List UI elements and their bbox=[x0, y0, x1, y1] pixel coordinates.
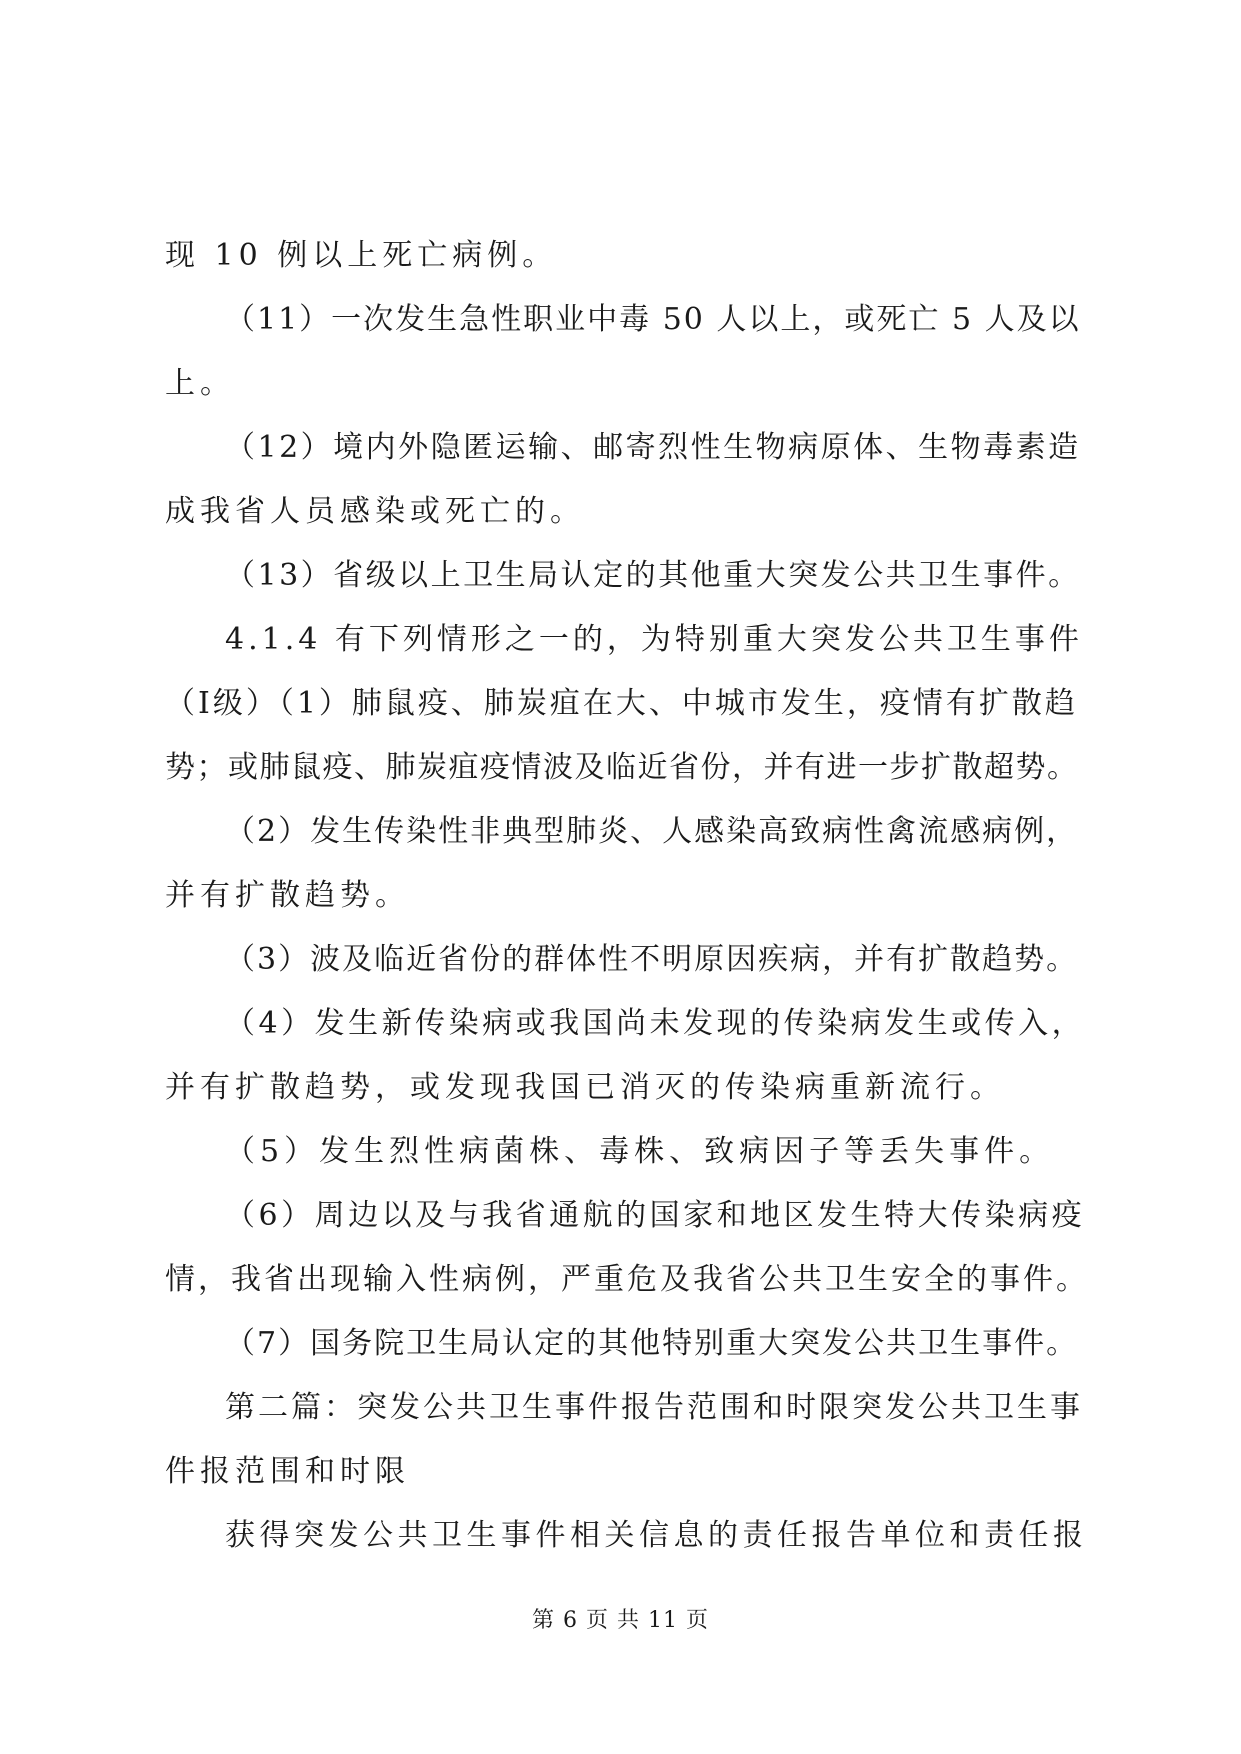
text-line: （11）一次发生急性职业中毒 50 人以上，或死亡 5 人及以 bbox=[225, 302, 1081, 337]
text-line: 情，我省出现输入性病例，严重危及我省公共卫生安全的事件。 bbox=[165, 1262, 1089, 1297]
text-line: （6）周边以及与我省通航的国家和地区发生特大传染病疫 bbox=[225, 1198, 1086, 1233]
text-line: （4）发生新传染病或我国尚未发现的传染病发生或传入， bbox=[225, 1006, 1086, 1041]
text-line: 并有扩散趋势。 bbox=[165, 878, 410, 913]
text-line: （2）发生传染性非典型肺炎、人感染高致病性禽流感病例， bbox=[225, 814, 1079, 849]
text-line: 成我省人员感染或死亡的。 bbox=[165, 494, 585, 529]
text-line: 现 10 例以上死亡病例。 bbox=[165, 238, 558, 273]
text-line: 件报范围和时限 bbox=[165, 1454, 410, 1489]
text-line: 第二篇：突发公共卫生事件报告范围和时限突发公共卫生事 bbox=[225, 1390, 1083, 1425]
text-line: 势；或肺鼠疫、肺炭疽疫情波及临近省份，并有进一步扩散超势。 bbox=[165, 750, 1079, 785]
text-line: （5）发生烈性病菌株、毒株、致病因子等丢失事件。 bbox=[225, 1134, 1055, 1169]
text-line: 4.1.4 有下列情形之一的，为特别重大突发公共卫生事件 bbox=[225, 622, 1083, 657]
text-line: （12）境内外隐匿运输、邮寄烈性生物病原体、生物毒素造 bbox=[225, 430, 1081, 465]
text-line: （13）省级以上卫生局认定的其他重大突发公共卫生事件。 bbox=[225, 558, 1081, 593]
text-line: 上。 bbox=[165, 366, 235, 401]
page-number-footer: 第 6 页 共 11 页 bbox=[532, 1608, 709, 1633]
text-line: （7）国务院卫生局认定的其他特别重大突发公共卫生事件。 bbox=[225, 1326, 1079, 1361]
text-line: 并有扩散趋势，或发现我国已消灭的传染病重新流行。 bbox=[165, 1070, 1005, 1105]
text-line: （3）波及临近省份的群体性不明原因疾病，并有扩散趋势。 bbox=[225, 942, 1079, 977]
text-line: 获得突发公共卫生事件相关信息的责任报告单位和责任报 bbox=[225, 1518, 1088, 1553]
text-line: （Ⅰ级）（1）肺鼠疫、肺炭疽在大、中城市发生，疫情有扩散趋 bbox=[165, 686, 1078, 721]
